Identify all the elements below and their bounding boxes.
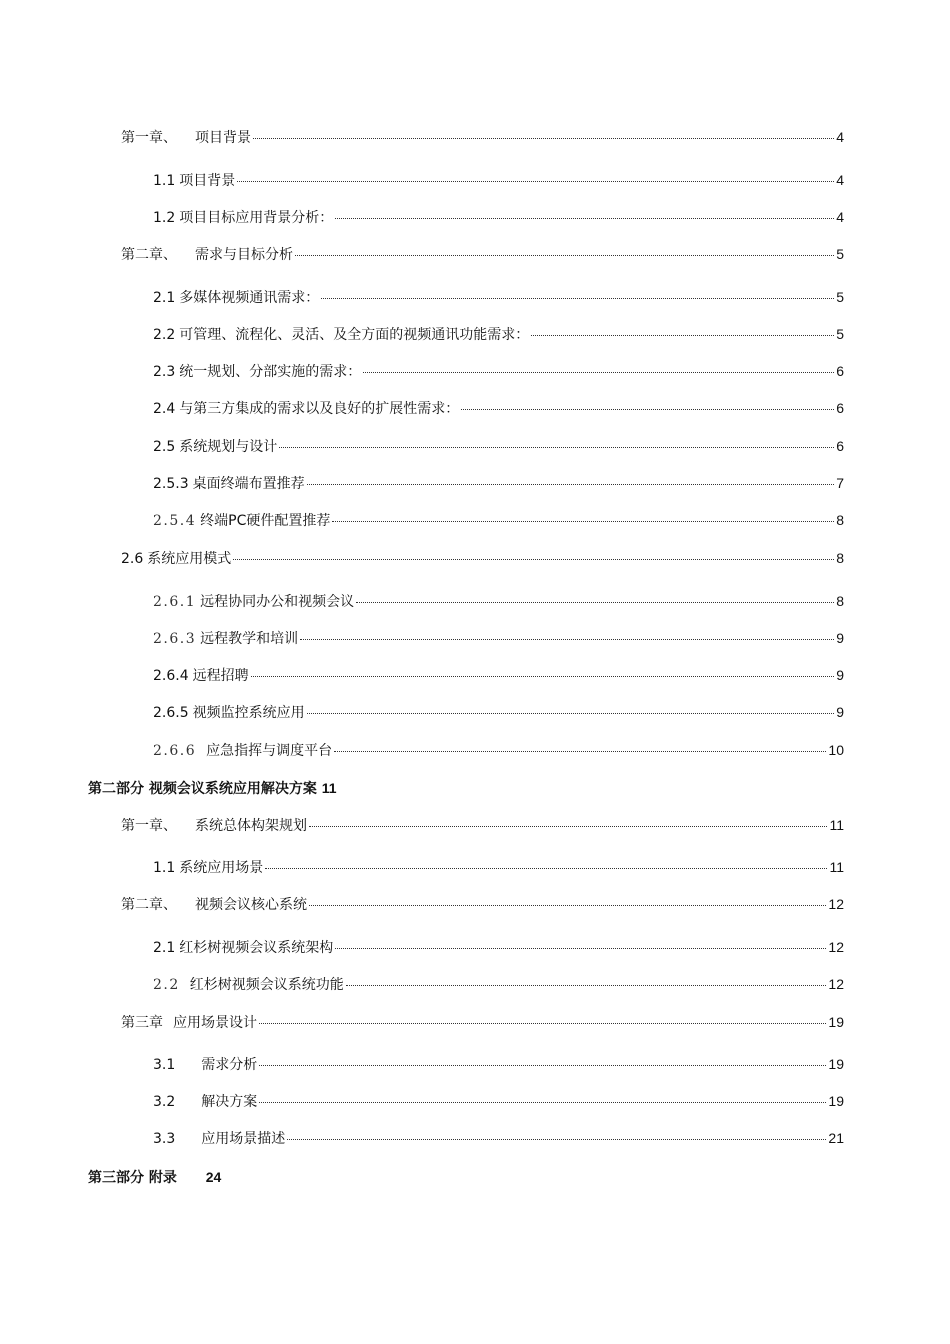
dot-leader [334, 751, 826, 752]
toc-section-2-5[interactable]: 2.5 系统规划与设计 6 [153, 438, 844, 455]
toc-section-2-6-3[interactable]: 2.6.3 远程教学和培训 9 [153, 630, 844, 647]
page-number: 9 [836, 704, 844, 720]
dot-leader [233, 559, 834, 560]
toc-section-2-6-6[interactable]: 2.6.6 应急指挥与调度平台 10 [153, 742, 844, 759]
page-number: 11 [829, 859, 844, 875]
dot-leader [335, 218, 834, 219]
dot-leader [237, 181, 834, 182]
page-number: 12 [828, 976, 844, 992]
dot-leader [307, 484, 835, 485]
toc-section-1-1[interactable]: 1.1 项目背景 4 [153, 172, 844, 189]
toc-part2-section-3-2[interactable]: 3.2 解决方案 19 [153, 1093, 844, 1110]
dot-leader [279, 447, 834, 448]
toc-part2-section-2-2[interactable]: 2.2 红杉树视频会议系统功能 12 [153, 976, 844, 993]
page-number: 6 [836, 363, 844, 379]
toc-part2-section-3-3[interactable]: 3.3 应用场景描述 21 [153, 1130, 844, 1147]
toc-section-2-1[interactable]: 2.1 多媒体视频通讯需求： 5 [153, 289, 844, 306]
page-number: 19 [828, 1056, 844, 1072]
toc-section-2-6-5[interactable]: 2.6.5 视频监控系统应用 9 [153, 704, 844, 721]
dot-leader [321, 298, 834, 299]
toc-part2-section-2-1[interactable]: 2.1 红杉树视频会议系统架构 12 [153, 939, 844, 956]
toc-section-2-6-1[interactable]: 2.6.1 远程协同办公和视频会议 8 [153, 593, 844, 610]
page-number: 12 [828, 939, 844, 955]
dot-leader [309, 826, 827, 827]
toc-section-1-2[interactable]: 1.2 项目目标应用背景分析： 4 [153, 209, 844, 226]
page-number: 9 [836, 630, 844, 646]
page-number: 6 [836, 438, 844, 454]
toc-part2-chapter-1[interactable]: 第一章、 系统总体构架规划 11 [121, 817, 844, 834]
toc-section-2-5-4[interactable]: 2.5.4 终端PC硬件配置推荐 8 [153, 512, 844, 529]
part-3-heading[interactable]: 第三部分 附录 24 [88, 1169, 222, 1186]
page-number: 8 [836, 593, 844, 609]
page-number: 6 [836, 400, 844, 416]
page-number: 4 [836, 209, 844, 225]
page-number: 21 [828, 1130, 844, 1146]
page-number: 9 [836, 667, 844, 683]
toc-section-2-5-3[interactable]: 2.5.3 桌面终端布置推荐 7 [153, 475, 844, 492]
page-number: 8 [836, 512, 844, 528]
dot-leader [309, 905, 826, 906]
dot-leader [531, 335, 834, 336]
toc-part2-chapter-3[interactable]: 第三章 应用场景设计 19 [121, 1014, 844, 1031]
dot-leader [253, 138, 834, 139]
dot-leader [307, 713, 835, 714]
dot-leader [300, 639, 834, 640]
dot-leader [346, 985, 827, 986]
page-number: 19 [828, 1093, 844, 1109]
page-number: 4 [836, 129, 844, 145]
part-2-heading[interactable]: 第二部分 视频会议系统应用解决方案 11 [88, 780, 337, 797]
page-number: 11 [321, 780, 337, 796]
toc-section-2-2[interactable]: 2.2 可管理、流程化、灵活、及全方面的视频通讯功能需求： 5 [153, 326, 844, 343]
dot-leader [259, 1023, 826, 1024]
toc-part2-section-1-1[interactable]: 1.1 系统应用场景 11 [153, 859, 844, 876]
dot-leader [356, 602, 834, 603]
page-number: 5 [836, 246, 844, 262]
toc-section-2-3[interactable]: 2.3 统一规划、分部实施的需求： 6 [153, 363, 844, 380]
dot-leader [363, 372, 834, 373]
page-number: 11 [829, 817, 844, 833]
toc-section-2-6-4[interactable]: 2.6.4 远程招聘 9 [153, 667, 844, 684]
page-number: 10 [828, 742, 844, 758]
page-number: 12 [828, 896, 844, 912]
dot-leader [332, 521, 834, 522]
dot-leader [265, 868, 827, 869]
dot-leader [335, 948, 826, 949]
dot-leader [287, 1139, 826, 1140]
page-number: 24 [205, 1169, 222, 1185]
page-number: 4 [836, 172, 844, 188]
page-number: 5 [836, 289, 844, 305]
toc-chapter-1[interactable]: 第一章、 项目背景 4 [121, 129, 844, 146]
toc-section-2-4[interactable]: 2.4 与第三方集成的需求以及良好的扩展性需求： 6 [153, 400, 844, 417]
dot-leader [259, 1065, 826, 1066]
dot-leader [259, 1102, 826, 1103]
page-number: 19 [828, 1014, 844, 1030]
toc-part2-section-3-1[interactable]: 3.1 需求分析 19 [153, 1056, 844, 1073]
dot-leader [295, 255, 834, 256]
toc-section-2-6[interactable]: 2.6 系统应用模式 8 [121, 550, 844, 567]
dot-leader [251, 676, 835, 677]
toc-part2-chapter-2[interactable]: 第二章、 视频会议核心系统 12 [121, 896, 844, 913]
dot-leader [461, 409, 834, 410]
toc-chapter-2[interactable]: 第二章、 需求与目标分析 5 [121, 246, 844, 263]
page-number: 5 [836, 326, 844, 342]
page-number: 8 [836, 550, 844, 566]
page-number: 7 [836, 475, 844, 491]
